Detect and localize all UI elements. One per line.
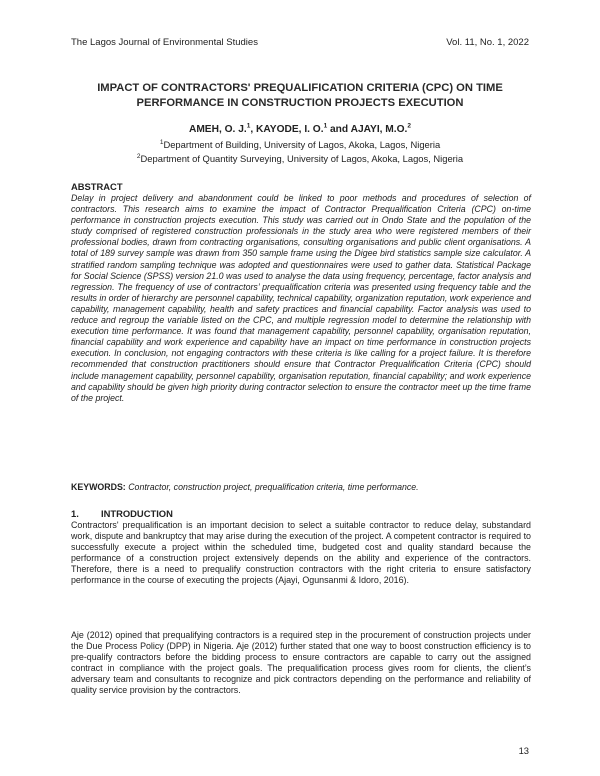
page-number: 13 (518, 745, 529, 756)
introduction-paragraph-1: Contractors' prequalification is an important decision to select a suitable contractor to reduce delay, substandard work, dispute and bankruptcy that may arise during the execution of the project. A competent contractor is required to successfully execute a project within the scheduled time, budgeted cost and quality standard because the performance of a construction project extensively depends on the ability and experience of the contractors. Therefore, there is a need to prequalify construction contractors with the right criteria to ensure satisfactory performance in the course of executing the projects (Ajayi, Ogunsanmi & Idoro, 2016). (71, 520, 531, 586)
paper-title-line-2: PERFORMANCE IN CONSTRUCTION PROJECTS EXECUTION (136, 97, 464, 109)
affiliation-text: Department of Building, University of Lagos, Akoka, Lagos, Nigeria (163, 139, 441, 150)
keywords-label: KEYWORDS: (71, 482, 126, 492)
keywords-text: Contractor, construction project, prequalification criteria, time performance. (125, 482, 419, 492)
paper-title (60, 81, 540, 111)
section-heading-introduction (71, 508, 173, 519)
abstract-heading: ABSTRACT (71, 181, 123, 192)
running-header-journal: The Lagos Journal of Environmental Studies (71, 37, 258, 48)
affiliation-1 (60, 139, 540, 150)
author-affiliation-mark-1: 1 (246, 122, 251, 130)
keywords (71, 482, 531, 492)
affiliation-text: Department of Quantity Surveying, University of Lagos, Akoka, Lagos, Nigeria (140, 153, 464, 164)
abstract-body: Delay in project delivery and abandonment could be linked to poor methods and procedures of selection of contractors. This research aims to examine the impact of Contractor Prequalification Criteria (CPC) on-time performance in construction projects execution. This study was carried out in Ondo State and the population of the study comprised of registered construction professionals in the study area who were registered members of their professional bodies, drawn from contracting organisations, consulting organisations and public client organisations. A total of 189 survey sample was drawn from 350 sample frame using the Digee bird statistics sample size calculator. A stratified random sampling technique was adopted and questionnaires were used to gather data. Statistical Package for Social Science (SPSS) version 21.0 was used to analyse the data using frequency, percentage, factor analysis and regression. The frequency of use of contractors’ prequalification criteria was presented using frequency table and the results in order of hierarchy are personnel capability, technical capability, organization reputation, work experience and capability, management capability, health and safety practices and financial capability. Factor analysis was used to reduce and regroup the variable listed on the CPC, and multiple regression model to determine the relationship with execution time performance. It was found that management capability, personnel capability, organisation reputation, financial capability and work experience and capability have an impact on time performance in construction projects execution. In conclusion, not engaging contractors with these criteria is like calling for a project failure. It is therefore recommended that construction practitioners should ensure that Contractor Prequalification Criteria (CPC) should include management capability, personnel capability, organisation reputation, financial capability; and work experience and capability should be given high priority during contractor selection to ensure the contractor meet up the time frame of the project. (71, 193, 531, 403)
section-title: INTRODUCTION (101, 508, 173, 519)
author-affiliation-mark-2: 1 (323, 122, 328, 130)
author-affiliation-mark-3: 2 (407, 122, 412, 130)
author-list (60, 124, 540, 135)
introduction-paragraph-2: Aje (2012) opined that prequalifying contractors is a required step in the procurement of construction projects under the Due Process Policy (DPP) in Nigeria. Aje (2012) further stated that one way to boost construction efficiency is to pre-qualify contractors before the bidding process to ensure contractors are capable to carry out the assigned contract in compliance with the project goals. The prequalification process gives room for clients, the client’s adversary team and consultants to recognize and pick contractors depending on the performance and reliability of quality service provision by the contractors. (71, 630, 531, 696)
author-name-3: and AJAYI, M.O. (327, 124, 408, 135)
running-header-volume: Vol. 11, No. 1, 2022 (446, 37, 529, 48)
author-name-2: , KAYODE, I. O. (250, 124, 324, 135)
affiliation-mark: 1 (159, 138, 164, 146)
author-name-1: AMEH, O. J. (188, 124, 247, 135)
paper-title-line-1: IMPACT OF CONTRACTORS' PREQUALIFICATION CRITERIA (CPC) ON TIME (97, 82, 503, 94)
section-number: 1. (71, 508, 79, 519)
affiliation-mark: 2 (136, 152, 141, 160)
affiliation-2 (60, 153, 540, 164)
